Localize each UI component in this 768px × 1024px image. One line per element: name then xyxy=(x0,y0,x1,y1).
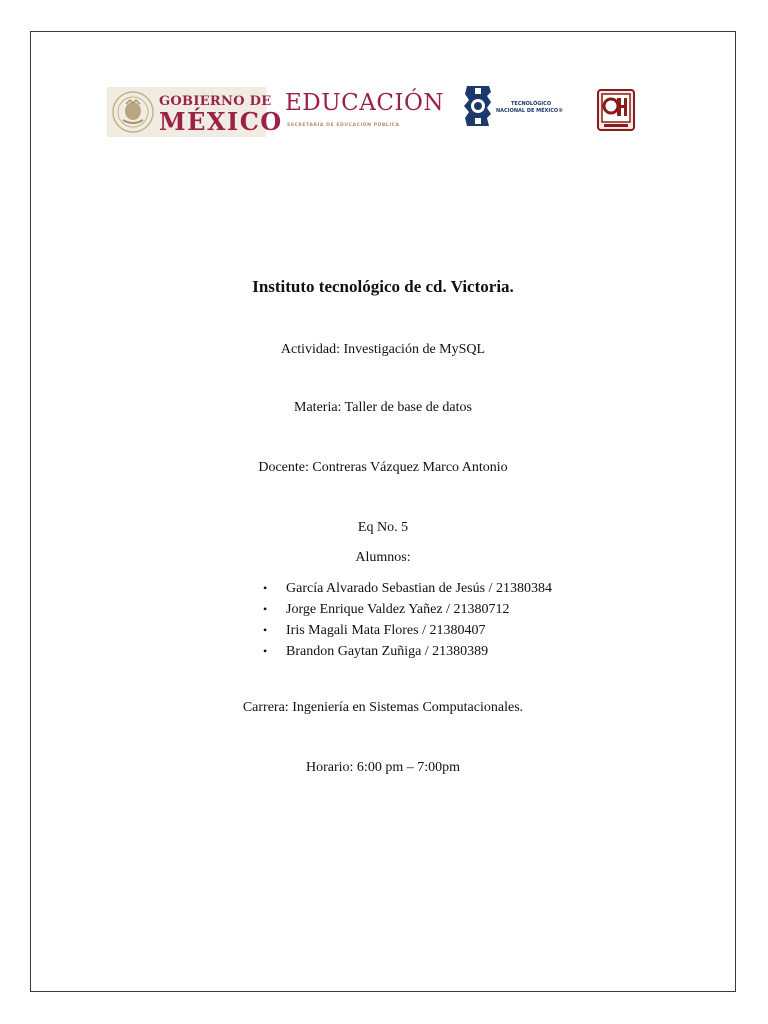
subject-line: Materia: Taller de base de datos xyxy=(294,400,472,415)
gobierno-de-mexico-logo xyxy=(107,87,283,137)
educacion-logo-subtitle: SECRETARÍA DE EDUCACIÓN PÚBLICA xyxy=(287,123,400,128)
student-name: Iris Magali Mata Flores / 21380407 xyxy=(286,623,486,638)
bullet-icon: • xyxy=(263,581,268,595)
list-item xyxy=(263,620,552,641)
bullet-icon: • xyxy=(263,602,268,616)
bullet-icon: • xyxy=(263,623,268,637)
students-list xyxy=(263,578,552,662)
list-item xyxy=(263,599,552,620)
tecnm-logo xyxy=(461,84,571,130)
bullet-icon: • xyxy=(263,644,268,658)
list-item xyxy=(263,578,552,599)
schedule-line: Horario: 6:00 pm – 7:00pm xyxy=(306,760,460,775)
teacher-line: Docente: Contreras Vázquez Marco Antonio xyxy=(258,460,508,475)
team-number-line: Eq No. 5 xyxy=(357,520,409,535)
list-item xyxy=(263,641,552,662)
student-name: Jorge Enrique Valdez Yañez / 21380712 xyxy=(286,602,510,617)
career-line: Carrera: Ingeniería en Sistemas Computacionales. xyxy=(242,700,524,715)
logo-header xyxy=(31,82,735,142)
gobierno-logo-line1: GOBIERNO DE xyxy=(159,94,272,109)
document-page xyxy=(30,31,736,992)
student-name: Brandon Gaytan Zuñiga / 21380389 xyxy=(286,644,489,659)
tecnm-logo-line2: NACIONAL DE MÉXICO® xyxy=(496,108,564,114)
student-name: García Alvarado Sebastian de Jesús / 21380384 xyxy=(286,581,552,596)
gear-emblem-icon xyxy=(461,84,495,128)
national-seal-icon xyxy=(111,90,155,134)
itcv-crest-icon xyxy=(597,89,635,131)
educacion-logo xyxy=(285,90,445,136)
students-label: Alumnos: xyxy=(355,550,411,565)
gobierno-logo-line2: MÉXICO xyxy=(159,107,283,136)
activity-line: Actividad: Investigación de MySQL xyxy=(280,342,486,357)
institution-title: Instituto tecnológico de cd. Victoria. xyxy=(252,277,514,296)
tecnm-logo-line1: TECNOLÓGICO xyxy=(511,101,552,107)
educacion-logo-title: EDUCACIÓN xyxy=(285,90,444,116)
